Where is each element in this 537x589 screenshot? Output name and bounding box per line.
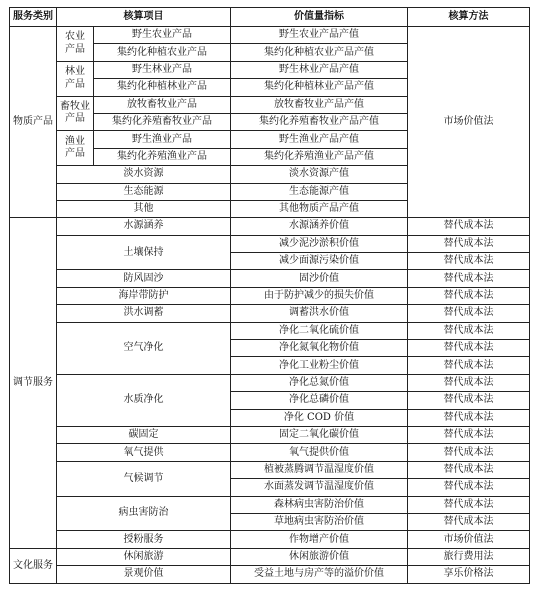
table-row xyxy=(10,566,530,583)
indicator-cell: 集约化种植林业产品产值 xyxy=(231,79,408,96)
method-cell: 替代成本法 xyxy=(408,461,530,478)
indicator-cell: 野生农业产品产值 xyxy=(231,27,408,44)
method-cell: 替代成本法 xyxy=(408,496,530,513)
table-row xyxy=(10,270,530,287)
header-row xyxy=(10,8,530,27)
indicator-cell: 调蓄洪水价值 xyxy=(231,305,408,322)
item-cell: 野生农业产品 xyxy=(94,27,231,44)
table-body xyxy=(10,27,530,584)
subcategory-line: 农业 xyxy=(65,31,85,43)
method-cell: 替代成本法 xyxy=(408,426,530,443)
method-cell: 享乐价格法 xyxy=(408,566,530,583)
item-cell: 生态能源 xyxy=(57,183,231,200)
item-cell: 集约化种植林业产品 xyxy=(94,79,231,96)
item-cell: 水质净化 xyxy=(57,374,231,426)
item-cell: 野生渔业产品 xyxy=(94,131,231,148)
method-cell: 市场价值法 xyxy=(408,27,530,218)
header-accounting-item: 核算项目 xyxy=(57,8,231,27)
header-service-category: 服务类别 xyxy=(10,8,57,27)
method-cell: 替代成本法 xyxy=(408,270,530,287)
indicator-cell: 净化 COD 价值 xyxy=(231,409,408,426)
indicator-cell: 氧气提供价值 xyxy=(231,444,408,461)
indicator-cell: 固沙价值 xyxy=(231,270,408,287)
table-row xyxy=(10,461,530,478)
category-cell: 物质产品 xyxy=(10,27,57,218)
method-cell: 替代成本法 xyxy=(408,322,530,339)
subcategory-line: 产品 xyxy=(65,113,85,125)
indicator-cell: 集约化种植农业产品产值 xyxy=(231,44,408,61)
item-cell: 授粉服务 xyxy=(57,531,231,548)
item-cell: 碳固定 xyxy=(57,426,231,443)
table-row xyxy=(10,444,530,461)
subcategory-line: 产品 xyxy=(65,43,85,55)
method-cell: 旅行费用法 xyxy=(408,548,530,565)
method-cell: 替代成本法 xyxy=(408,218,530,235)
subcategory-cell xyxy=(57,131,94,166)
subcategory-line: 畜牧业 xyxy=(60,100,90,112)
item-cell: 集约化养殖畜牧业产品 xyxy=(94,113,231,130)
indicator-cell: 固定二氧化碳价值 xyxy=(231,426,408,443)
method-cell: 替代成本法 xyxy=(408,287,530,304)
table-header xyxy=(10,8,530,27)
indicator-cell: 净化总氮价值 xyxy=(231,374,408,391)
item-cell: 放牧畜牧业产品 xyxy=(94,96,231,113)
item-cell: 水源涵养 xyxy=(57,218,231,235)
item-cell: 土壤保持 xyxy=(57,235,231,270)
indicator-cell: 减少泥沙淤积价值 xyxy=(231,235,408,252)
indicator-cell: 放牧畜牧业产品产值 xyxy=(231,96,408,113)
subcategory-line: 渔业 xyxy=(65,135,85,147)
table-row xyxy=(10,496,530,513)
header-value-indicator: 价值量指标 xyxy=(231,8,408,27)
method-cell: 替代成本法 xyxy=(408,444,530,461)
item-cell: 洪水调蓄 xyxy=(57,305,231,322)
subcategory-cell xyxy=(57,27,94,62)
indicator-cell: 净化二氧化硫价值 xyxy=(231,322,408,339)
method-cell: 替代成本法 xyxy=(408,357,530,374)
method-cell: 替代成本法 xyxy=(408,305,530,322)
item-cell: 集约化种植农业产品 xyxy=(94,44,231,61)
subcategory-cell xyxy=(57,61,94,96)
ecosystem-service-accounting-table xyxy=(9,7,530,584)
item-cell: 集约化养殖渔业产品 xyxy=(94,148,231,165)
header-accounting-method: 核算方法 xyxy=(408,8,530,27)
item-cell: 防风固沙 xyxy=(57,270,231,287)
indicator-cell: 生态能源产值 xyxy=(231,183,408,200)
indicator-cell: 植被蒸腾调节温湿度价值 xyxy=(231,461,408,478)
item-cell: 淡水资源 xyxy=(57,166,231,183)
indicator-cell: 水源涵养价值 xyxy=(231,218,408,235)
indicator-cell: 野生渔业产品产值 xyxy=(231,131,408,148)
method-cell: 替代成本法 xyxy=(408,479,530,496)
indicator-cell: 受益土地与房产等的溢价价值 xyxy=(231,566,408,583)
indicator-cell: 其他物质产品产值 xyxy=(231,200,408,217)
table-row xyxy=(10,322,530,339)
item-cell: 休闲旅游 xyxy=(57,548,231,565)
item-cell: 气候调节 xyxy=(57,461,231,496)
indicator-cell: 集约化养殖渔业产品产值 xyxy=(231,148,408,165)
item-cell: 景观价值 xyxy=(57,566,231,583)
method-cell: 替代成本法 xyxy=(408,392,530,409)
table-row xyxy=(10,287,530,304)
item-cell: 病虫害防治 xyxy=(57,496,231,531)
table-row xyxy=(10,548,530,565)
table-row xyxy=(10,27,530,44)
item-cell: 空气净化 xyxy=(57,322,231,374)
indicator-cell: 野生林业产品产值 xyxy=(231,61,408,78)
indicator-cell: 草地病虫害防治价值 xyxy=(231,513,408,530)
indicator-cell: 森林病虫害防治价值 xyxy=(231,496,408,513)
indicator-cell: 净化总磷价值 xyxy=(231,392,408,409)
indicator-cell: 水面蒸发调节温湿度价值 xyxy=(231,479,408,496)
table-row xyxy=(10,426,530,443)
indicator-cell: 减少面源污染价值 xyxy=(231,253,408,270)
indicator-cell: 净化工业粉尘价值 xyxy=(231,357,408,374)
method-cell: 市场价值法 xyxy=(408,531,530,548)
method-cell: 替代成本法 xyxy=(408,374,530,391)
item-cell: 海岸带防护 xyxy=(57,287,231,304)
subcategory-cell xyxy=(57,96,94,131)
indicator-cell: 淡水资源产值 xyxy=(231,166,408,183)
table-row xyxy=(10,374,530,391)
table-row xyxy=(10,235,530,252)
method-cell: 替代成本法 xyxy=(408,253,530,270)
subcategory-line: 产品 xyxy=(65,148,85,160)
method-cell: 替代成本法 xyxy=(408,235,530,252)
indicator-cell: 净化氮氧化物价值 xyxy=(231,340,408,357)
table-row xyxy=(10,531,530,548)
category-cell: 文化服务 xyxy=(10,548,57,583)
table-row xyxy=(10,305,530,322)
method-cell: 替代成本法 xyxy=(408,513,530,530)
indicator-cell: 由于防护减少的损失价值 xyxy=(231,287,408,304)
indicator-cell: 集约化养殖畜牧业产品产值 xyxy=(231,113,408,130)
item-cell: 野生林业产品 xyxy=(94,61,231,78)
category-cell: 调节服务 xyxy=(10,218,57,548)
method-cell: 替代成本法 xyxy=(408,340,530,357)
subcategory-line: 产品 xyxy=(65,78,85,90)
method-cell: 替代成本法 xyxy=(408,409,530,426)
indicator-cell: 作物增产价值 xyxy=(231,531,408,548)
indicator-cell: 休闲旅游价值 xyxy=(231,548,408,565)
table-row xyxy=(10,218,530,235)
item-cell: 氧气提供 xyxy=(57,444,231,461)
subcategory-line: 林业 xyxy=(65,66,85,78)
item-cell: 其他 xyxy=(57,200,231,217)
